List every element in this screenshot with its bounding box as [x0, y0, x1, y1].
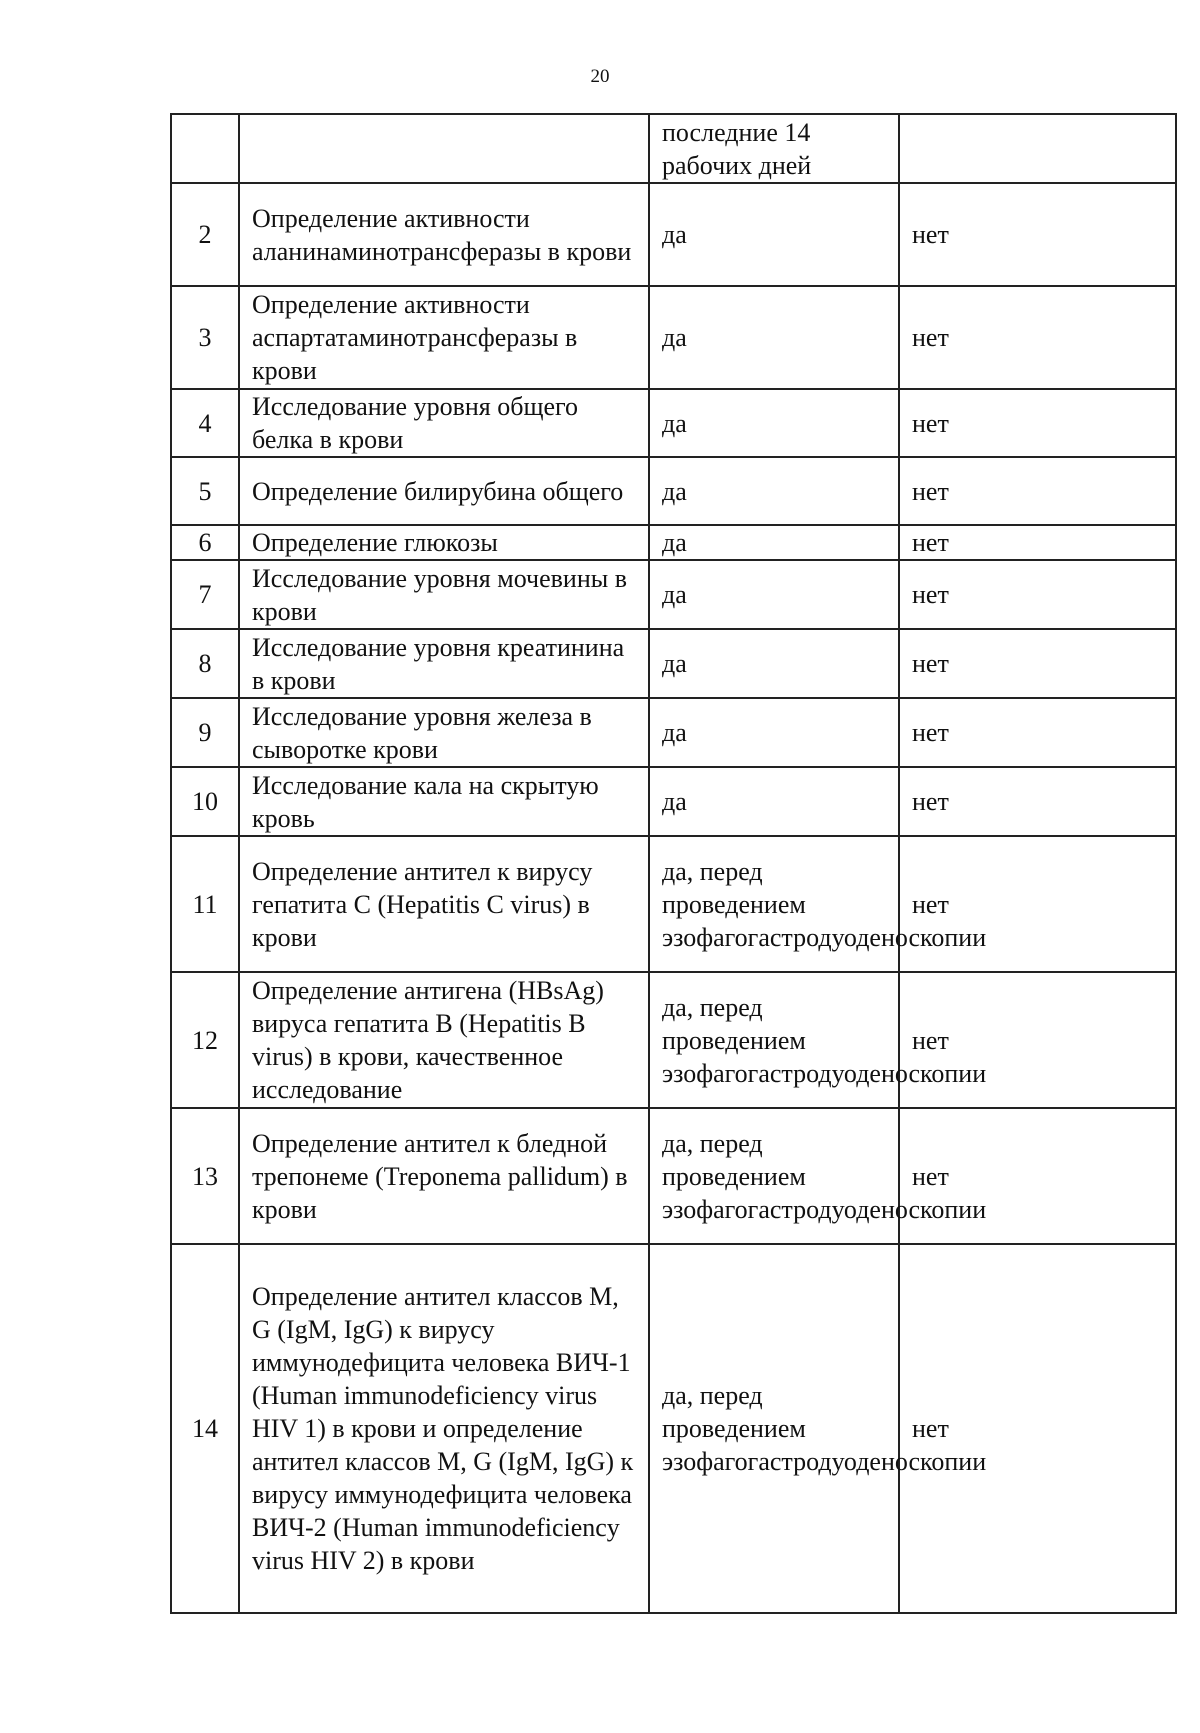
required-cell: да: [649, 629, 899, 698]
required-cell: да: [649, 457, 899, 525]
row-number: 14: [171, 1244, 239, 1613]
alt-cell: нет: [899, 1108, 1176, 1244]
table-row: [171, 286, 1176, 389]
alt-cell: нет: [899, 457, 1176, 525]
table-row: [171, 629, 1176, 698]
alt-cell: нет: [899, 1244, 1176, 1613]
test-name: Определение билирубина общего: [239, 457, 649, 525]
test-name: Исследование уровня мочевины в крови: [239, 560, 649, 629]
row-number: 3: [171, 286, 239, 389]
alt-cell: нет: [899, 183, 1176, 286]
table-row: [171, 1108, 1176, 1244]
required-cell: да, перед проведением эзофагогастродуоденоскопии: [649, 1244, 899, 1613]
required-cell: да, перед проведением эзофагогастродуоденоскопии: [649, 836, 899, 972]
table-row: [171, 457, 1176, 525]
required-cell: да: [649, 767, 899, 836]
alt-cell: нет: [899, 286, 1176, 389]
table-row: [171, 525, 1176, 560]
table-row: [171, 767, 1176, 836]
test-name: [239, 114, 649, 183]
test-name: Определение антител к вирусу гепатита С (Hepatitis C virus) в крови: [239, 836, 649, 972]
required-cell: да: [649, 698, 899, 767]
test-name: Исследование уровня креатинина в крови: [239, 629, 649, 698]
alt-cell: нет: [899, 389, 1176, 457]
alt-cell: нет: [899, 767, 1176, 836]
table-row: [171, 114, 1176, 183]
row-number: 5: [171, 457, 239, 525]
test-name: Исследование уровня общего белка в крови: [239, 389, 649, 457]
row-number: 7: [171, 560, 239, 629]
row-number: [171, 114, 239, 183]
page-number: 20: [590, 66, 610, 87]
test-name: Определение антител к бледной трепонеме (Treponema pallidum) в крови: [239, 1108, 649, 1244]
alt-cell: нет: [899, 525, 1176, 560]
alt-cell: нет: [899, 560, 1176, 629]
required-cell: да: [649, 183, 899, 286]
alt-cell: нет: [899, 836, 1176, 972]
required-cell: да: [649, 560, 899, 629]
table-row: [171, 698, 1176, 767]
test-name: Определение глюкозы: [239, 525, 649, 560]
required-cell: последние 14 рабочих дней: [649, 114, 899, 183]
table-row: [171, 183, 1176, 286]
test-name: Исследование кала на скрытую кровь: [239, 767, 649, 836]
row-number: 11: [171, 836, 239, 972]
row-number: 10: [171, 767, 239, 836]
row-number: 13: [171, 1108, 239, 1244]
table-row: [171, 972, 1176, 1108]
test-name: Определение активности аспартатаминотрансферазы в крови: [239, 286, 649, 389]
test-name: Определение антител классов M, G (IgM, IgG) к вирусу иммунодефицита человека ВИЧ-1 (Human immunodeficiency virus HIV 1) в крови и определение антител классов M, G (IgM, IgG) к вирусу иммунодефицита человека ВИЧ-2 (Human immunodeficiency virus HIV 2) в крови: [239, 1244, 649, 1613]
table-row: [171, 1244, 1176, 1613]
test-name: Определение антигена (HBsAg) вируса гепатита В (Hepatitis B virus) в крови, качественное исследование: [239, 972, 649, 1108]
table-row: [171, 836, 1176, 972]
row-number: 6: [171, 525, 239, 560]
required-cell: да, перед проведением эзофагогастродуоденоскопии: [649, 1108, 899, 1244]
alt-cell: нет: [899, 972, 1176, 1108]
row-number: 9: [171, 698, 239, 767]
row-number: 8: [171, 629, 239, 698]
table-row: [171, 389, 1176, 457]
lab-tests-table: [170, 113, 1177, 1614]
alt-cell: нет: [899, 629, 1176, 698]
row-number: 12: [171, 972, 239, 1108]
required-cell: да: [649, 286, 899, 389]
alt-cell: нет: [899, 698, 1176, 767]
row-number: 2: [171, 183, 239, 286]
row-number: 4: [171, 389, 239, 457]
test-name: Исследование уровня железа в сыворотке крови: [239, 698, 649, 767]
required-cell: да: [649, 389, 899, 457]
table-row: [171, 560, 1176, 629]
required-cell: да, перед проведением эзофагогастродуоденоскопии: [649, 972, 899, 1108]
test-name: Определение активности аланинаминотрансферазы в крови: [239, 183, 649, 286]
required-cell: да: [649, 525, 899, 560]
alt-cell: [899, 114, 1176, 183]
